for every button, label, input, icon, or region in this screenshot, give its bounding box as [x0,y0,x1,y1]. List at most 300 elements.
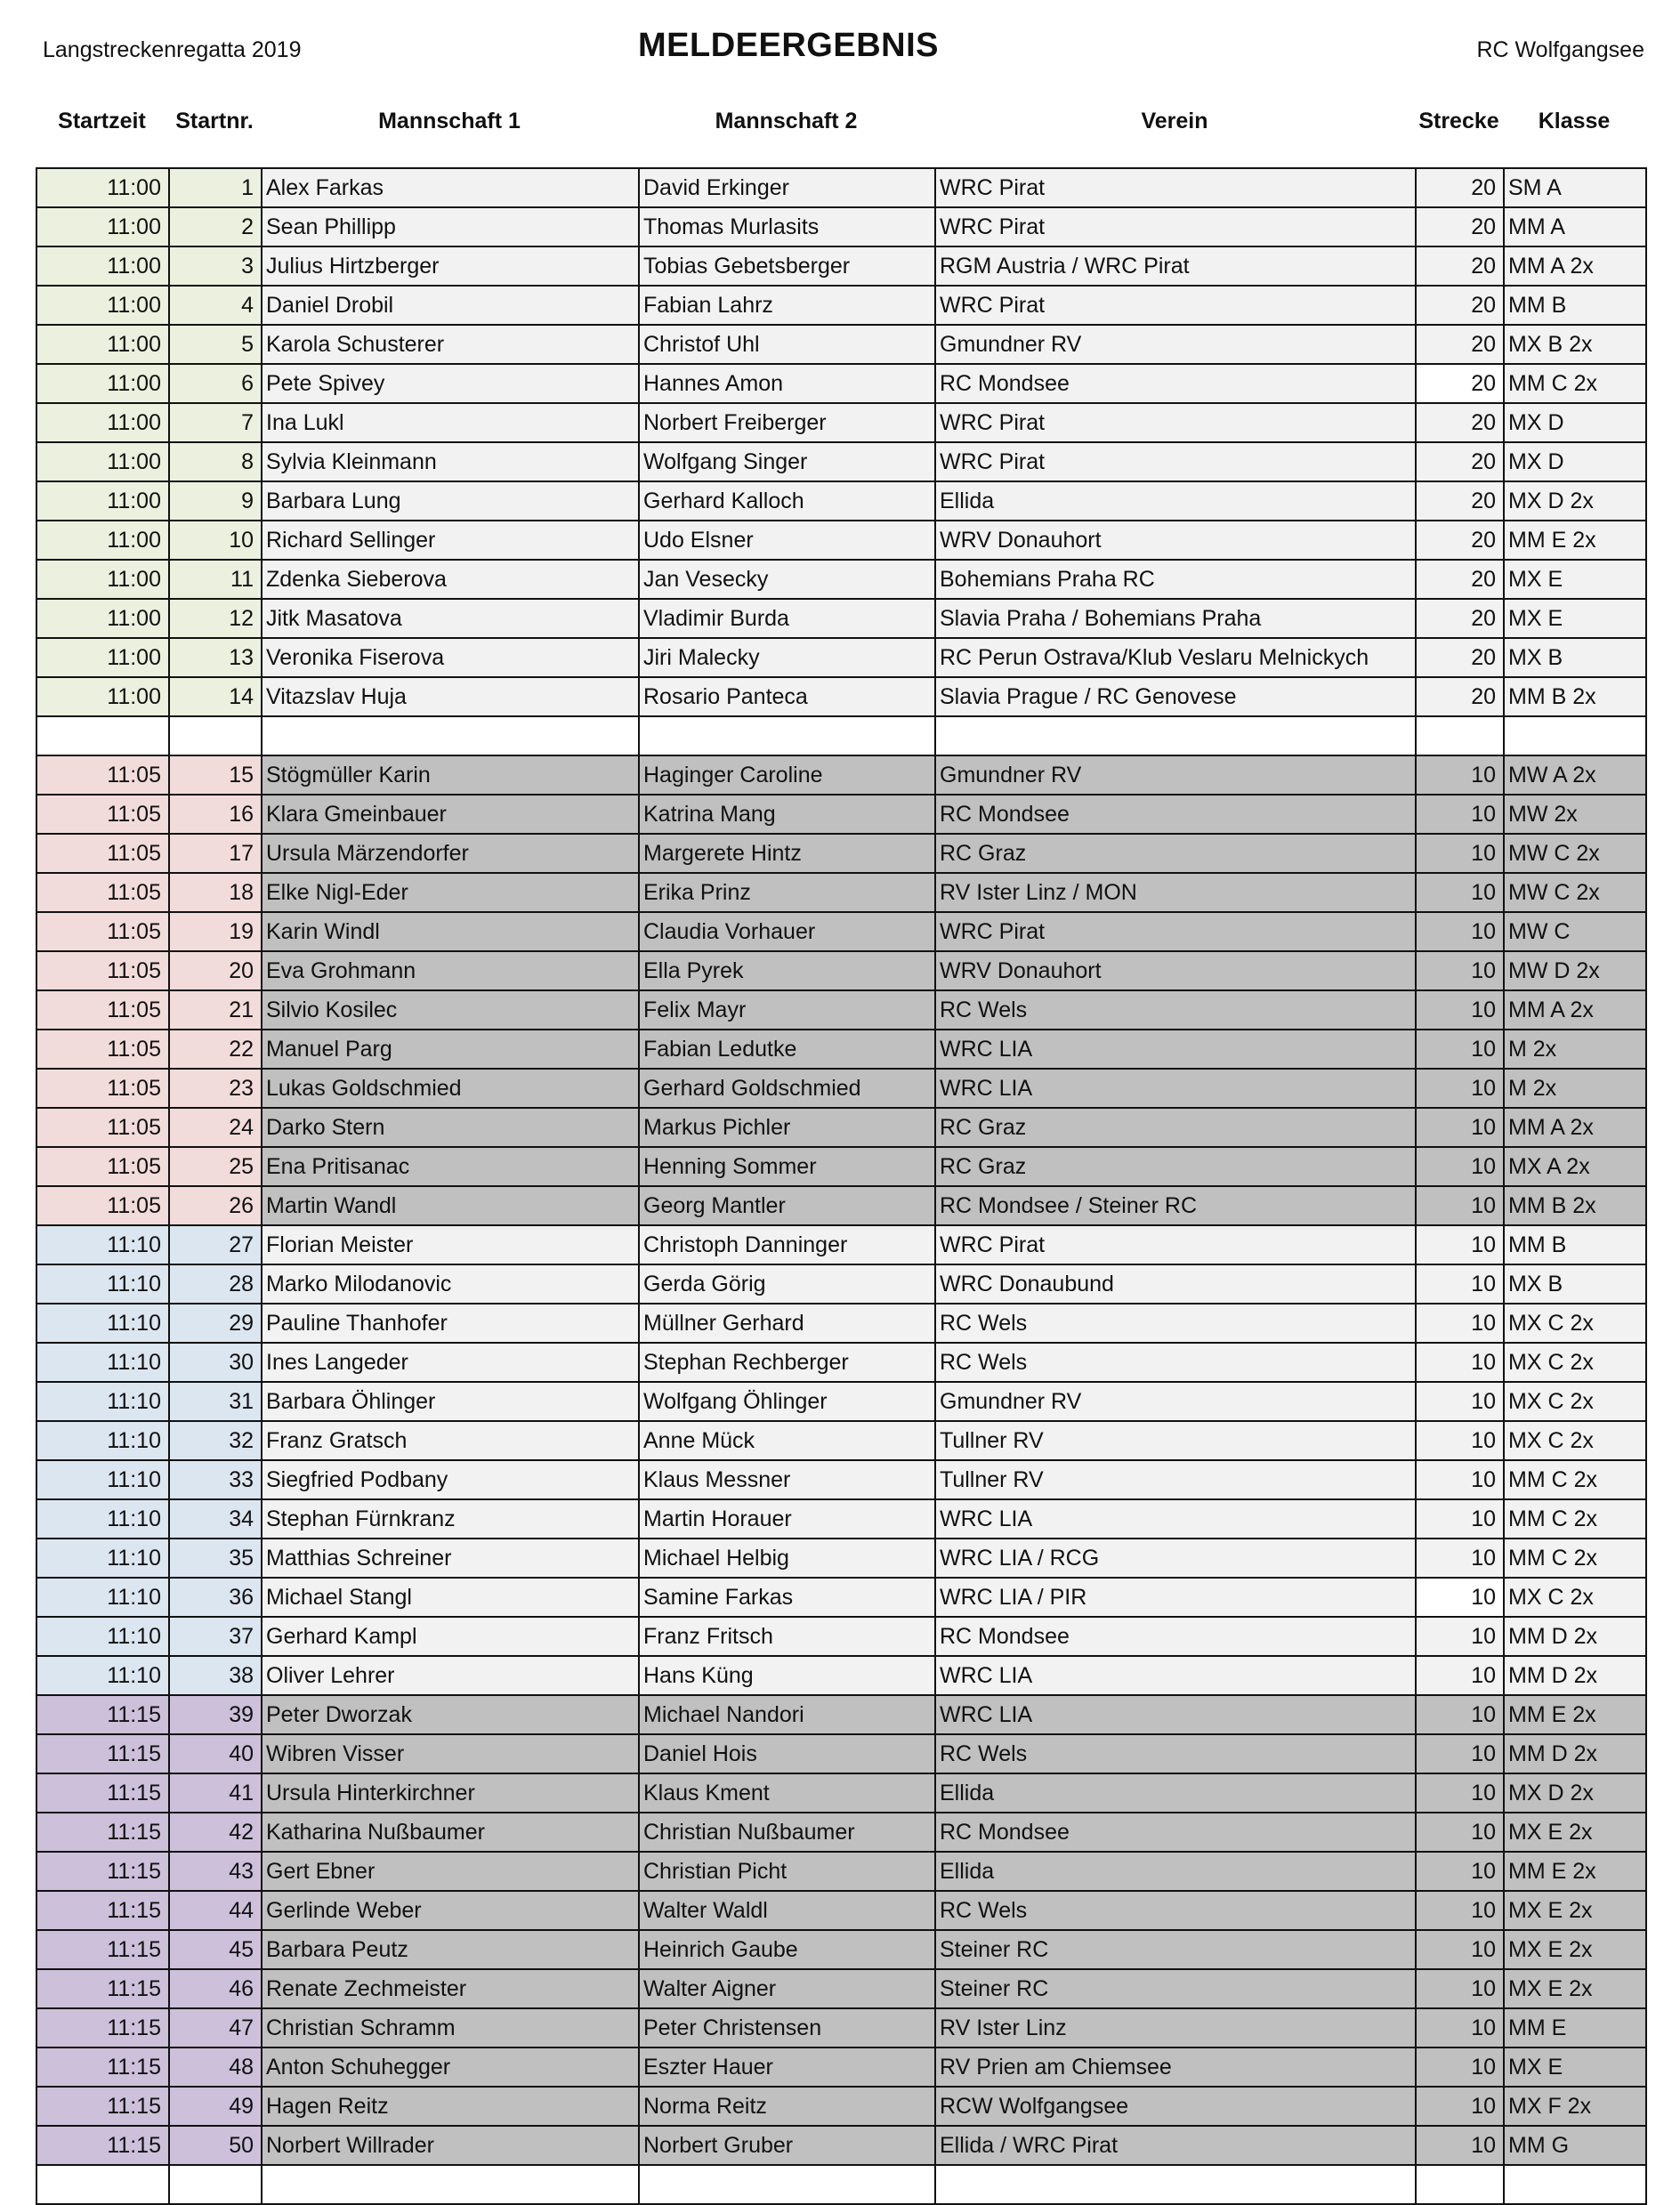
cell-strecke: 10 [1416,1264,1504,1304]
cell-startzeit: 11:15 [36,1891,169,1930]
club-name: RC Wolfgangsee [1476,37,1644,62]
event-name: Langstreckenregatta 2019 [43,37,302,62]
cell-klasse: MX C 2x [1504,1421,1646,1460]
cell-startzeit: 11:00 [36,677,169,716]
table-row [36,990,1646,1030]
cell-mannschaft-1: Christian Schramm [262,2008,639,2048]
cell-startnr: 1 [169,168,262,207]
cell-klasse: M 2x [1504,1030,1646,1069]
cell-mannschaft-1: Anton Schuhegger [262,2048,639,2087]
cell-mannschaft-1: Pauline Thanhofer [262,1304,639,1343]
cell-startnr: 50 [169,2126,262,2165]
cell-startnr: 21 [169,990,262,1030]
cell-klasse: MM B 2x [1504,1186,1646,1225]
table-row [36,1813,1646,1852]
cell-mannschaft-1: Karin Windl [262,912,639,951]
cell-verein: WRC LIA [935,1069,1416,1108]
cell-verein: RC Mondsee [935,364,1416,403]
cell-startzeit: 11:05 [36,1147,169,1186]
cell-startnr: 39 [169,1695,262,1734]
cell-strecke: 20 [1416,246,1504,286]
cell-strecke: 10 [1416,2087,1504,2126]
cell-mannschaft-1: Florian Meister [262,1225,639,1264]
table-row [36,599,1646,638]
cell-strecke: 10 [1416,1578,1504,1617]
cell-verein: WRC LIA [935,1499,1416,1539]
cell-verein: Tullner RV [935,1460,1416,1499]
table-row [36,1304,1646,1343]
cell-klasse: MX F 2x [1504,2087,1646,2126]
table-row [36,1264,1646,1304]
cell-mannschaft-1: Zdenka Sieberova [262,560,639,599]
cell-startzeit: 11:00 [36,521,169,560]
table-row [36,168,1646,207]
cell-strecke: 20 [1416,599,1504,638]
cell-startzeit: 11:05 [36,834,169,873]
cell-startzeit: 11:15 [36,1852,169,1891]
table-row [36,1539,1646,1578]
cell-startnr: 5 [169,325,262,364]
cell-verein: Bohemians Praha RC [935,560,1416,599]
cell-mannschaft-2: Eszter Hauer [639,2048,935,2087]
cell-startnr: 17 [169,834,262,873]
cell-startnr: 16 [169,795,262,834]
cell-klasse: MX E [1504,599,1646,638]
table-row [36,1773,1646,1813]
cell-mannschaft-1: Richard Sellinger [262,521,639,560]
cell-mannschaft-2: Martin Horauer [639,1499,935,1539]
cell-klasse: MW A 2x [1504,755,1646,795]
cell-verein: WRC Pirat [935,286,1416,325]
cell-mannschaft-2: Thomas Murlasits [639,207,935,246]
cell-startnr: 33 [169,1460,262,1499]
empty-cell [36,716,169,755]
cell-startzeit: 11:00 [36,286,169,325]
cell-verein: RV Ister Linz / MON [935,873,1416,912]
cell-startnr: 2 [169,207,262,246]
table-row [36,1460,1646,1499]
empty-cell [1504,2165,1646,2204]
cell-strecke: 20 [1416,442,1504,481]
table-row [36,1930,1646,1969]
cell-startnr: 22 [169,1030,262,1069]
cell-verein: Slavia Prague / RC Genovese [935,677,1416,716]
cell-verein: Ellida / WRC Pirat [935,2126,1416,2165]
cell-startnr: 4 [169,286,262,325]
cell-verein: WRC Pirat [935,207,1416,246]
cell-mannschaft-2: Franz Fritsch [639,1617,935,1656]
cell-startzeit: 11:10 [36,1382,169,1421]
cell-strecke: 20 [1416,286,1504,325]
cell-klasse: MM B [1504,1225,1646,1264]
cell-mannschaft-1: Ena Pritisanac [262,1147,639,1186]
cell-mannschaft-2: Jiri Malecky [639,638,935,677]
cell-mannschaft-1: Karola Schusterer [262,325,639,364]
cell-startzeit: 11:00 [36,325,169,364]
cell-verein: RC Wels [935,1891,1416,1930]
cell-strecke: 10 [1416,2048,1504,2087]
cell-klasse: MX B [1504,1264,1646,1304]
cell-strecke: 10 [1416,1813,1504,1852]
cell-klasse: MX D [1504,403,1646,442]
cell-startnr: 12 [169,599,262,638]
page-title: MELDEERGEBNIS [638,27,939,64]
cell-startzeit: 11:00 [36,560,169,599]
cell-mannschaft-1: Franz Gratsch [262,1421,639,1460]
cell-mannschaft-2: Wolfgang Öhlinger [639,1382,935,1421]
cell-mannschaft-1: Eva Grohmann [262,951,639,990]
cell-startzeit: 11:10 [36,1421,169,1460]
cell-klasse: MX E [1504,560,1646,599]
cell-startnr: 27 [169,1225,262,1264]
cell-verein: RC Graz [935,1147,1416,1186]
cell-mannschaft-1: Vitazslav Huja [262,677,639,716]
table-row [36,2087,1646,2126]
cell-startnr: 43 [169,1852,262,1891]
cell-startzeit: 11:10 [36,1304,169,1343]
cell-mannschaft-2: Klaus Messner [639,1460,935,1499]
cell-verein: Slavia Praha / Bohemians Praha [935,599,1416,638]
cell-verein: WRC LIA / PIR [935,1578,1416,1617]
empty-cell [169,716,262,755]
cell-strecke: 10 [1416,1186,1504,1225]
cell-startzeit: 11:05 [36,755,169,795]
cell-startzeit: 11:15 [36,1969,169,2008]
table-row [36,755,1646,795]
blank-row [36,2165,1646,2204]
cell-klasse: MM C 2x [1504,1460,1646,1499]
cell-klasse: MX E [1504,2048,1646,2087]
cell-strecke: 10 [1416,1460,1504,1499]
cell-strecke: 10 [1416,912,1504,951]
cell-mannschaft-2: Peter Christensen [639,2008,935,2048]
cell-startzeit: 11:05 [36,951,169,990]
cell-startnr: 29 [169,1304,262,1343]
cell-mannschaft-2: Tobias Gebetsberger [639,246,935,286]
cell-mannschaft-1: Klara Gmeinbauer [262,795,639,834]
cell-mannschaft-2: Hans Küng [639,1656,935,1695]
cell-startzeit: 11:00 [36,599,169,638]
cell-strecke: 10 [1416,1382,1504,1421]
cell-klasse: MX D 2x [1504,481,1646,521]
cell-strecke: 20 [1416,403,1504,442]
cell-verein: WRC Donaubund [935,1264,1416,1304]
cell-startzeit: 11:15 [36,2048,169,2087]
cell-klasse: MM C 2x [1504,1539,1646,1578]
cell-mannschaft-1: Pete Spivey [262,364,639,403]
cell-mannschaft-1: Jitk Masatova [262,599,639,638]
cell-strecke: 10 [1416,1147,1504,1186]
cell-klasse: MX A 2x [1504,1147,1646,1186]
cell-startzeit: 11:05 [36,1186,169,1225]
cell-verein: RV Ister Linz [935,2008,1416,2048]
table-row [36,2126,1646,2165]
cell-startzeit: 11:05 [36,795,169,834]
cell-mannschaft-2: Anne Mück [639,1421,935,1460]
table-row [36,1656,1646,1695]
table-row [36,403,1646,442]
cell-verein: RC Mondsee [935,1813,1416,1852]
cell-klasse: MM E 2x [1504,1695,1646,1734]
cell-klasse: MM A [1504,207,1646,246]
cell-mannschaft-2: Fabian Ledutke [639,1030,935,1069]
cell-mannschaft-1: Darko Stern [262,1108,639,1147]
cell-mannschaft-1: Ina Lukl [262,403,639,442]
cell-verein: WRC Pirat [935,442,1416,481]
cell-mannschaft-2: Hannes Amon [639,364,935,403]
cell-klasse: MM A 2x [1504,246,1646,286]
cell-startzeit: 11:10 [36,1539,169,1578]
table-row [36,795,1646,834]
cell-strecke: 20 [1416,168,1504,207]
cell-startzeit: 11:15 [36,1773,169,1813]
cell-strecke: 10 [1416,1773,1504,1813]
cell-strecke: 10 [1416,1343,1504,1382]
cell-verein: RC Wels [935,990,1416,1030]
cell-mannschaft-2: Gerda Görig [639,1264,935,1304]
cell-klasse: MM G [1504,2126,1646,2165]
cell-mannschaft-1: Wibren Visser [262,1734,639,1773]
cell-verein: RC Graz [935,834,1416,873]
table-row [36,1969,1646,2008]
cell-verein: RCW Wolfgangsee [935,2087,1416,2126]
empty-cell [935,716,1416,755]
cell-mannschaft-2: Rosario Panteca [639,677,935,716]
cell-verein: RC Wels [935,1304,1416,1343]
cell-strecke: 20 [1416,207,1504,246]
table-row [36,481,1646,521]
cell-verein: RC Wels [935,1734,1416,1773]
cell-mannschaft-1: Manuel Parg [262,1030,639,1069]
cell-mannschaft-1: Barbara Öhlinger [262,1382,639,1421]
cell-startzeit: 11:10 [36,1264,169,1304]
cell-mannschaft-2: Michael Helbig [639,1539,935,1578]
cell-klasse: MX C 2x [1504,1578,1646,1617]
table-row [36,2048,1646,2087]
cell-strecke: 10 [1416,990,1504,1030]
cell-verein: RGM Austria / WRC Pirat [935,246,1416,286]
cell-startnr: 24 [169,1108,262,1147]
cell-strecke: 10 [1416,1852,1504,1891]
cell-klasse: MX B 2x [1504,325,1646,364]
cell-mannschaft-1: Martin Wandl [262,1186,639,1225]
cell-startzeit: 11:05 [36,990,169,1030]
cell-strecke: 20 [1416,364,1504,403]
cell-mannschaft-2: Jan Vesecky [639,560,935,599]
cell-startzeit: 11:15 [36,2126,169,2165]
cell-mannschaft-1: Daniel Drobil [262,286,639,325]
cell-verein: RC Mondsee [935,1617,1416,1656]
cell-startnr: 14 [169,677,262,716]
cell-startnr: 13 [169,638,262,677]
cell-startnr: 34 [169,1499,262,1539]
cell-startzeit: 11:15 [36,2087,169,2126]
table-row [36,1186,1646,1225]
cell-verein: RC Graz [935,1108,1416,1147]
cell-mannschaft-1: Oliver Lehrer [262,1656,639,1695]
table-row [36,521,1646,560]
cell-strecke: 10 [1416,1499,1504,1539]
cell-startnr: 6 [169,364,262,403]
cell-mannschaft-1: Siegfried Podbany [262,1460,639,1499]
cell-strecke: 10 [1416,873,1504,912]
cell-strecke: 10 [1416,1656,1504,1695]
cell-verein: Ellida [935,1773,1416,1813]
cell-mannschaft-2: Norma Reitz [639,2087,935,2126]
table-row [36,2008,1646,2048]
cell-mannschaft-1: Gert Ebner [262,1852,639,1891]
table-row [36,1499,1646,1539]
header-startzeit: Startzeit [58,108,146,133]
cell-startnr: 19 [169,912,262,951]
cell-strecke: 10 [1416,1108,1504,1147]
cell-mannschaft-2: Felix Mayr [639,990,935,1030]
cell-verein: Steiner RC [935,1969,1416,2008]
cell-startnr: 35 [169,1539,262,1578]
table-row [36,1069,1646,1108]
cell-klasse: MM B [1504,286,1646,325]
cell-startzeit: 11:15 [36,2008,169,2048]
cell-startzeit: 11:00 [36,481,169,521]
table-row [36,873,1646,912]
cell-verein: RC Mondsee [935,795,1416,834]
cell-mannschaft-1: Alex Farkas [262,168,639,207]
cell-mannschaft-1: Stögmüller Karin [262,755,639,795]
cell-klasse: MW 2x [1504,795,1646,834]
cell-mannschaft-1: Marko Milodanovic [262,1264,639,1304]
cell-klasse: MX E 2x [1504,1813,1646,1852]
cell-startnr: 44 [169,1891,262,1930]
cell-klasse: MM E 2x [1504,521,1646,560]
cell-startnr: 30 [169,1343,262,1382]
cell-verein: Gmundner RV [935,325,1416,364]
cell-startzeit: 11:05 [36,873,169,912]
cell-mannschaft-1: Stephan Fürnkranz [262,1499,639,1539]
cell-klasse: MX E 2x [1504,1930,1646,1969]
cell-verein: Gmundner RV [935,1382,1416,1421]
empty-cell [262,716,639,755]
cell-strecke: 10 [1416,1069,1504,1108]
cell-klasse: MX E 2x [1504,1969,1646,2008]
cell-mannschaft-2: Georg Mantler [639,1186,935,1225]
cell-mannschaft-1: Katharina Nußbaumer [262,1813,639,1852]
cell-startzeit: 11:10 [36,1617,169,1656]
cell-mannschaft-2: Christian Picht [639,1852,935,1891]
cell-startzeit: 11:10 [36,1656,169,1695]
cell-strecke: 10 [1416,1030,1504,1069]
cell-strecke: 20 [1416,677,1504,716]
cell-mannschaft-2: Claudia Vorhauer [639,912,935,951]
cell-strecke: 10 [1416,1539,1504,1578]
cell-startnr: 26 [169,1186,262,1225]
table-row [36,1695,1646,1734]
cell-startnr: 40 [169,1734,262,1773]
empty-cell [262,2165,639,2204]
table-row [36,1617,1646,1656]
cell-klasse: MM A 2x [1504,990,1646,1030]
cell-strecke: 10 [1416,2126,1504,2165]
cell-klasse: MX C 2x [1504,1382,1646,1421]
empty-cell [169,2165,262,2204]
table-row [36,1382,1646,1421]
cell-startzeit: 11:05 [36,1030,169,1069]
cell-startnr: 7 [169,403,262,442]
cell-strecke: 10 [1416,1421,1504,1460]
empty-cell [935,2165,1416,2204]
cell-mannschaft-2: Ella Pyrek [639,951,935,990]
cell-verein: WRC LIA / RCG [935,1539,1416,1578]
cell-startnr: 42 [169,1813,262,1852]
cell-mannschaft-1: Renate Zechmeister [262,1969,639,2008]
cell-mannschaft-1: Silvio Kosilec [262,990,639,1030]
cell-startnr: 8 [169,442,262,481]
cell-verein: WRC Pirat [935,1225,1416,1264]
cell-mannschaft-2: Stephan Rechberger [639,1343,935,1382]
cell-strecke: 10 [1416,1225,1504,1264]
cell-mannschaft-2: Samine Farkas [639,1578,935,1617]
table-row [36,1578,1646,1617]
cell-mannschaft-1: Julius Hirtzberger [262,246,639,286]
cell-mannschaft-1: Peter Dworzak [262,1695,639,1734]
cell-startzeit: 11:00 [36,246,169,286]
cell-strecke: 20 [1416,325,1504,364]
cell-mannschaft-1: Ines Langeder [262,1343,639,1382]
cell-startzeit: 11:10 [36,1499,169,1539]
cell-startnr: 9 [169,481,262,521]
table-row [36,1852,1646,1891]
blank-row [36,716,1646,755]
cell-strecke: 10 [1416,795,1504,834]
cell-startnr: 47 [169,2008,262,2048]
cell-strecke: 10 [1416,1930,1504,1969]
cell-startnr: 36 [169,1578,262,1617]
cell-startnr: 18 [169,873,262,912]
cell-verein: Steiner RC [935,1930,1416,1969]
cell-klasse: MM D 2x [1504,1617,1646,1656]
cell-strecke: 10 [1416,1969,1504,2008]
cell-mannschaft-2: Norbert Gruber [639,2126,935,2165]
cell-startzeit: 11:15 [36,1695,169,1734]
cell-startzeit: 11:00 [36,207,169,246]
cell-mannschaft-2: Markus Pichler [639,1108,935,1147]
cell-mannschaft-2: Fabian Lahrz [639,286,935,325]
cell-mannschaft-2: Vladimir Burda [639,599,935,638]
cell-klasse: MM E [1504,2008,1646,2048]
empty-cell [1416,2165,1504,2204]
cell-startnr: 41 [169,1773,262,1813]
cell-mannschaft-2: Daniel Hois [639,1734,935,1773]
cell-klasse: SM A [1504,168,1646,207]
empty-cell [1416,716,1504,755]
table-row [36,834,1646,873]
table-row [36,1225,1646,1264]
cell-startzeit: 11:15 [36,1734,169,1773]
table-row [36,677,1646,716]
table-row [36,1147,1646,1186]
cell-mannschaft-2: Müllner Gerhard [639,1304,935,1343]
cell-startzeit: 11:05 [36,1108,169,1147]
cell-startzeit: 11:10 [36,1460,169,1499]
cell-verein: WRC Pirat [935,403,1416,442]
entries-table [36,167,1647,2205]
cell-startnr: 38 [169,1656,262,1695]
cell-strecke: 10 [1416,951,1504,990]
cell-mannschaft-2: Margerete Hintz [639,834,935,873]
cell-mannschaft-1: Sean Phillipp [262,207,639,246]
cell-klasse: MW C [1504,912,1646,951]
cell-mannschaft-2: David Erkinger [639,168,935,207]
header-verein: Verein [1141,108,1208,133]
